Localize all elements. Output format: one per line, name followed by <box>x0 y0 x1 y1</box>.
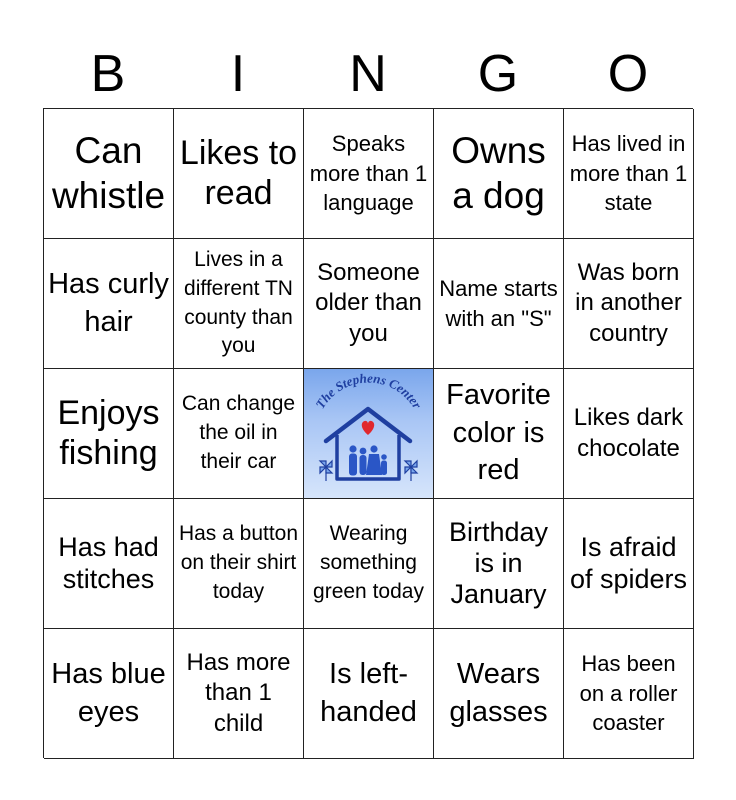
bingo-cell[interactable]: Has curly hair <box>44 239 174 369</box>
family-icon <box>349 445 387 475</box>
bingo-cell[interactable]: Enjoys fishing <box>44 369 174 499</box>
bingo-cell[interactable]: Likes dark chocolate <box>564 369 694 499</box>
bingo-cell[interactable]: Someone older than you <box>304 239 434 369</box>
bingo-cell[interactable]: Wears glasses <box>434 629 564 759</box>
bingo-cell[interactable]: Likes to read <box>174 109 304 239</box>
stephens-center-logo <box>304 369 433 498</box>
bingo-cell[interactable]: Has been on a roller coaster <box>564 629 694 759</box>
bingo-cell[interactable]: Speaks more than 1 language <box>304 109 434 239</box>
bingo-cell[interactable]: Can change the oil in their car <box>174 369 304 499</box>
svg-text:The Stephens Center <box>312 370 425 412</box>
bingo-cell[interactable]: Owns a dog <box>434 109 564 239</box>
heart-icon <box>362 421 374 435</box>
header-letter-o: O <box>607 45 649 103</box>
bingo-cell[interactable]: Has lived in more than 1 state <box>564 109 694 239</box>
logo-text: The Stephens Center <box>312 370 425 412</box>
bingo-cell[interactable]: Is afraid of spiders <box>564 499 694 629</box>
bingo-cell[interactable]: Can whistle <box>44 109 174 239</box>
bingo-cell[interactable]: Lives in a different TN county than you <box>174 239 304 369</box>
bingo-header <box>43 40 693 108</box>
bingo-cell[interactable]: Birthday is in January <box>434 499 564 629</box>
bingo-cell[interactable]: Favorite color is red <box>434 369 564 499</box>
free-space-logo <box>304 369 434 499</box>
bingo-cell[interactable]: Has more than 1 child <box>174 629 304 759</box>
header-letter-n: N <box>349 45 387 103</box>
bingo-board <box>43 108 693 758</box>
bingo-cell[interactable]: Was born in another country <box>564 239 694 369</box>
bingo-cell[interactable]: Name starts with an "S" <box>434 239 564 369</box>
bingo-cell[interactable]: Wearing something green today <box>304 499 434 629</box>
bingo-cell[interactable]: Is left-handed <box>304 629 434 759</box>
bingo-cell[interactable]: Has blue eyes <box>44 629 174 759</box>
header-letter-i: I <box>230 45 246 103</box>
bingo-cell[interactable]: Has a button on their shirt today <box>174 499 304 629</box>
header-letter-g: G <box>477 45 519 103</box>
header-letter-b: B <box>90 45 126 103</box>
bingo-cell[interactable]: Has had stitches <box>44 499 174 629</box>
